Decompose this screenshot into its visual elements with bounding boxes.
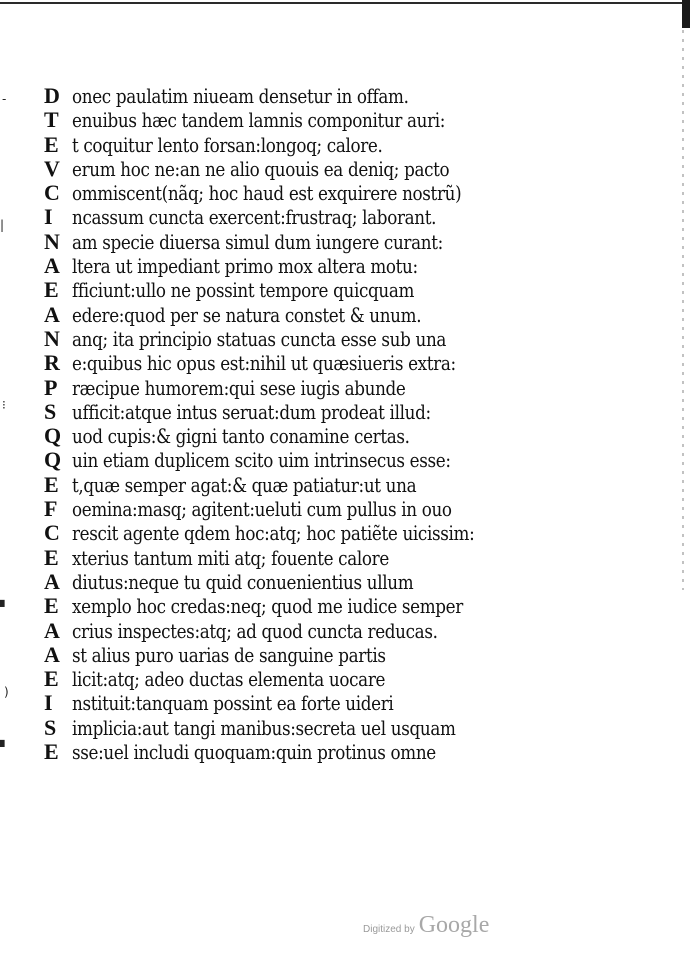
verse-initial: A <box>44 641 60 667</box>
verse-line <box>44 181 604 205</box>
verse-text: st alius puro uarias de sanguine partis <box>72 643 386 667</box>
verse-line <box>44 108 604 132</box>
margin-mark: | <box>0 218 5 232</box>
margin-mark: ⁝ <box>2 398 6 412</box>
google-logo: Google <box>418 912 490 938</box>
verse-initial: N <box>44 228 60 254</box>
verse-text: t,quæ semper agat:& quæ patiatur:ut una <box>72 473 417 497</box>
verse-initial: N <box>44 325 60 351</box>
verse-initial: I <box>44 204 53 230</box>
verse-text: erum hoc ne:an ne alio quouis ea deniq; pacto <box>72 157 450 181</box>
verse-line <box>44 351 604 375</box>
verse-text: t coquitur lento forsan:longoq; calore. <box>72 133 383 157</box>
margin-mark: ▘ <box>0 600 10 614</box>
verse-text: oemina:masq; agitent:ueluti cum pullus in ouo <box>72 498 452 522</box>
margin-mark: ) <box>4 685 9 699</box>
verse-line <box>44 716 604 740</box>
verse-initial: E <box>44 131 59 157</box>
verse-text: ræcipue humorem:qui sese iugis abunde <box>72 376 406 400</box>
verse-initial: C <box>44 180 60 206</box>
verse-line <box>44 594 604 618</box>
verse-line <box>44 570 604 594</box>
verse-line <box>44 521 604 545</box>
verse-text: onec paulatim niueam densetur in offam. <box>72 85 409 108</box>
verse-line <box>44 424 604 448</box>
verse-line <box>44 497 604 521</box>
verse-initial: S <box>44 714 57 740</box>
verse-text: am specie diuersa simul dum iungere curant: <box>72 230 443 254</box>
verse-text: xterius tantum miti atq; fouente calore <box>72 546 389 570</box>
verse-initial: T <box>44 107 59 133</box>
verse-initial: F <box>44 496 58 522</box>
verse-text: sse:uel includi quoquam:quin protinus omne <box>72 741 436 765</box>
verse-line <box>44 278 604 302</box>
verse-text: ufficit:atque intus seruat:dum prodeat illud: <box>72 400 431 424</box>
verse-line <box>44 619 604 643</box>
verse-initial: E <box>44 739 59 765</box>
verse-line <box>44 303 604 327</box>
verse-text: nstituit:tanquam possint ea forte uideri <box>72 692 394 716</box>
verse-initial: E <box>44 593 59 619</box>
verse-line <box>44 157 604 181</box>
verse-line <box>44 546 604 570</box>
verse-text: rescit agente qdem hoc:atq; hoc patiẽte uicissim: <box>72 522 475 546</box>
verse-initial: C <box>44 520 60 546</box>
verse-text: fficiunt:ullo ne possint tempore quicquam <box>72 279 415 303</box>
verse-text: crius inspectes:atq; ad quod cuncta reducas. <box>72 619 438 643</box>
verse-text: uin etiam duplicem scito uim intrinsecus esse: <box>72 449 451 473</box>
verse-text: uod cupis:& gigni tanto conamine certas. <box>72 425 410 449</box>
verse-text: ltera ut impediant primo mox altera motu: <box>72 255 418 279</box>
verse-text: licit:atq; adeo ductas elementa uocare <box>72 668 386 692</box>
verse-text: implicia:aut tangi manibus:secreta uel usquam <box>72 716 456 740</box>
verse-text: diutus:neque tu quid conuenientius ullum <box>72 570 414 594</box>
digitized-watermark <box>363 912 489 939</box>
verse-line <box>44 473 604 497</box>
verse-line <box>44 205 604 229</box>
verse-initial: A <box>44 301 60 327</box>
verse-initial: E <box>44 277 59 303</box>
poem-text-block <box>44 84 604 764</box>
verse-initial: Q <box>44 447 62 473</box>
page-edge-shadow <box>682 30 684 590</box>
verse-initial: V <box>44 155 60 181</box>
verse-line <box>44 740 604 764</box>
verse-text: ncassum cuncta exercent:frustraq; laborant. <box>72 206 437 230</box>
verse-text: xemplo hoc credas:neq; quod me iudice semper <box>72 595 463 619</box>
verse-text: anq; ita principio statuas cuncta esse sub una <box>72 327 447 351</box>
verse-initial: E <box>44 666 59 692</box>
verse-text: edere:quod per se natura constet & unum. <box>72 303 422 327</box>
digitized-label: Digitized by <box>363 924 415 935</box>
verse-line <box>44 254 604 278</box>
top-border-rule <box>0 0 690 6</box>
verse-line <box>44 400 604 424</box>
margin-mark: ▖ <box>0 733 10 747</box>
verse-initial: A <box>44 617 60 643</box>
verse-initial: Q <box>44 423 62 449</box>
verse-initial: R <box>44 350 60 376</box>
verse-text: enuibus hæc tandem lamnis componitur auri: <box>72 109 446 133</box>
page-corner-shadow <box>682 0 690 28</box>
margin-mark: - <box>2 92 7 106</box>
verse-line <box>44 376 604 400</box>
verse-initial: E <box>44 544 59 570</box>
verse-line <box>44 133 604 157</box>
verse-initial: A <box>44 253 60 279</box>
verse-line <box>44 327 604 351</box>
verse-line <box>44 643 604 667</box>
verse-initial: S <box>44 398 57 424</box>
verse-text: ommiscent(nãq; hoc haud est exquirere nostrũ) <box>72 182 462 206</box>
verse-initial: I <box>44 690 53 716</box>
verse-text: e:quibus hic opus est:nihil ut quæsiueris extra: <box>72 352 456 376</box>
verse-initial: E <box>44 471 59 497</box>
verse-line <box>44 667 604 691</box>
verse-initial: P <box>44 374 58 400</box>
verse-initial: A <box>44 568 60 594</box>
verse-line <box>44 84 604 108</box>
verse-line <box>44 448 604 472</box>
verse-initial: D <box>44 83 60 108</box>
verse-line <box>44 691 604 715</box>
verse-line <box>44 230 604 254</box>
